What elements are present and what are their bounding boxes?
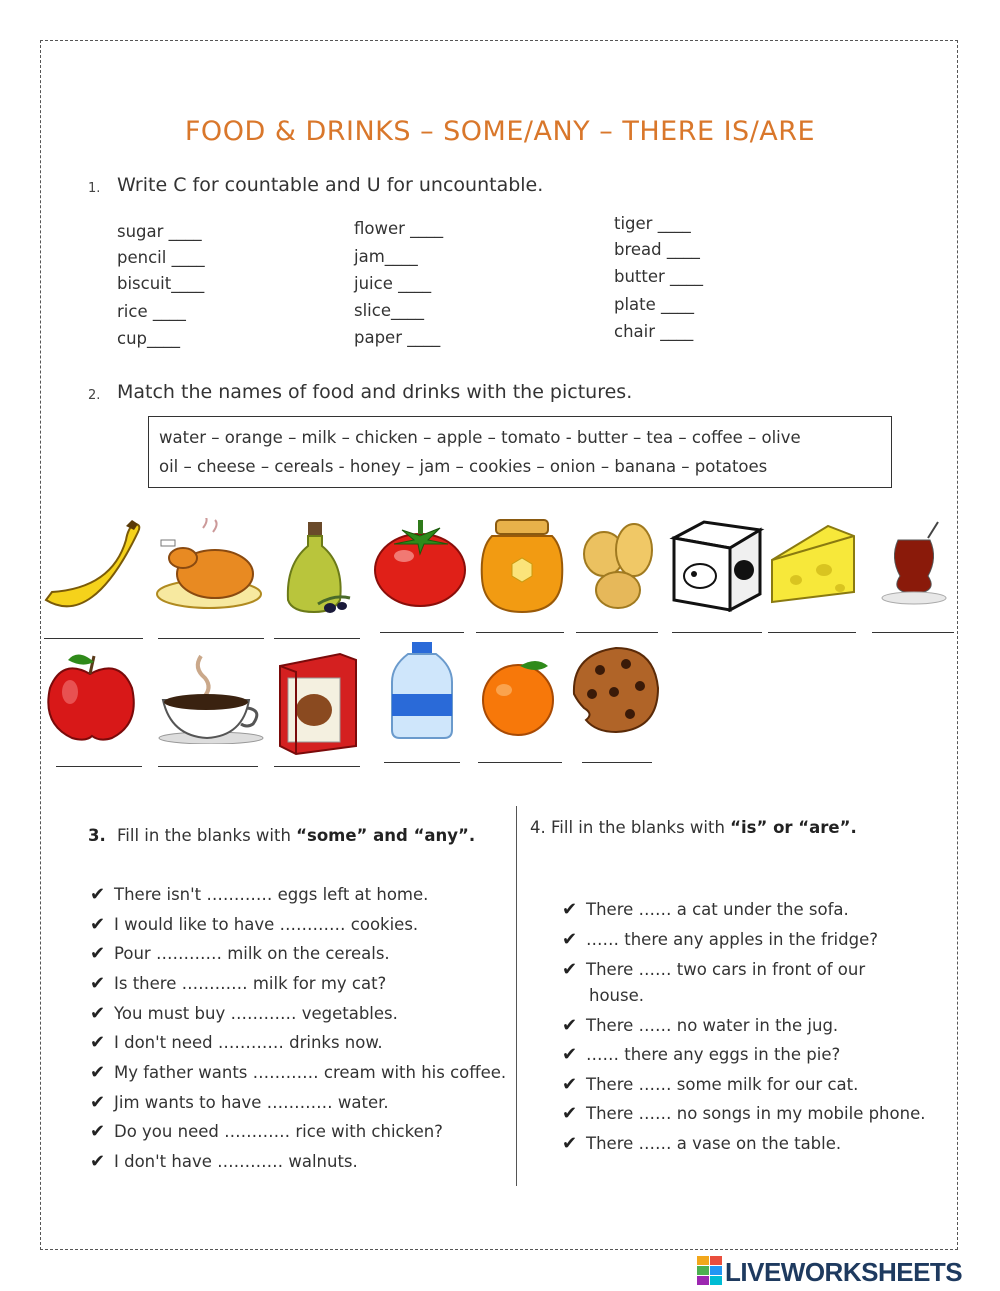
q4-sentence-text: There …… no water in the jug.: [586, 1016, 839, 1035]
potatoes-picture: [578, 520, 658, 612]
water-bottle-picture: [386, 640, 458, 740]
checkmark-icon: ✔: [90, 1032, 106, 1053]
q4-sentence[interactable]: [562, 1015, 838, 1036]
answer-line[interactable]: [274, 766, 360, 767]
answer-line[interactable]: [768, 632, 856, 633]
q4-instruction-text: Fill in the blanks with: [551, 818, 731, 837]
q1-number: 1.: [88, 181, 101, 196]
q3-sentence[interactable]: [90, 943, 390, 964]
q1-word[interactable]: tiger ____: [614, 214, 691, 233]
q3-sentence[interactable]: [90, 1151, 358, 1172]
liveworksheets-logo-icon: [697, 1256, 723, 1286]
checkmark-icon: ✔: [90, 914, 106, 935]
q3-sentence-text: Do you need ………… rice with chicken?: [114, 1122, 443, 1141]
checkmark-icon: ✔: [562, 929, 578, 950]
q3-sentence[interactable]: [90, 914, 418, 935]
q3-instruction-keywords: “some” and “any”.: [296, 826, 476, 845]
checkmark-icon: ✔: [90, 1151, 106, 1172]
worksheet-title: FOOD & DRINKS – SOME/ANY – THERE IS/ARE: [184, 116, 816, 147]
q3-sentence-text: Jim wants to have ………… water.: [114, 1093, 389, 1112]
q4-sentence-text: There …… a cat under the sofa.: [586, 900, 849, 919]
q3-sentence[interactable]: [90, 1121, 443, 1142]
checkmark-icon: ✔: [562, 1074, 578, 1095]
cheese-picture: [768, 520, 858, 606]
q4-sentence-text: There …… two cars in front of our: [586, 960, 866, 979]
q4-sentence-text: There …… a vase on the table.: [586, 1134, 842, 1153]
q3-instruction: [117, 826, 475, 845]
q1-word[interactable]: butter ____: [614, 267, 704, 286]
q4-sentence[interactable]: [562, 959, 865, 980]
checkmark-icon: ✔: [562, 1103, 578, 1124]
q4-number: 4.: [530, 818, 546, 837]
checkmark-icon: ✔: [562, 1015, 578, 1036]
q1-word[interactable]: sugar ____: [117, 222, 202, 241]
cookie-picture: [570, 644, 660, 736]
q4-sentence[interactable]: [562, 1074, 858, 1095]
word-bank-line: water – orange – milk – chicken – apple – tomato - butter – tea – coffee – olive: [159, 428, 801, 447]
q3-sentence[interactable]: [90, 973, 386, 994]
q3-sentence[interactable]: [90, 1092, 389, 1113]
q3-instruction-text: Fill in the blanks with: [117, 826, 297, 845]
q3-sentence-text: There isn't ………… eggs left at home.: [114, 885, 429, 904]
q3-sentence-text: I would like to have ………… cookies.: [114, 915, 419, 934]
apple-picture: [42, 648, 140, 742]
q3-sentence-text: I don't need ………… drinks now.: [114, 1033, 383, 1052]
tea-glass-picture: [878, 518, 950, 606]
q1-word[interactable]: rice ____: [117, 302, 186, 321]
q3-sentence-text: Is there ………… milk for my cat?: [114, 974, 387, 993]
q3-number: 3.: [88, 826, 106, 845]
q4-sentence[interactable]: [562, 1044, 840, 1065]
q1-instruction: Write C for countable and U for uncountable.: [117, 174, 544, 196]
q4-sentence[interactable]: [562, 929, 878, 950]
honey-picture: [478, 518, 566, 616]
checkmark-icon: ✔: [90, 1121, 106, 1142]
q1-word[interactable]: slice____: [354, 301, 424, 320]
answer-line[interactable]: [274, 638, 360, 639]
q1-word[interactable]: biscuit____: [117, 274, 205, 293]
answer-line[interactable]: [476, 632, 564, 633]
milk-carton-picture: [664, 518, 766, 612]
answer-line[interactable]: [158, 638, 264, 639]
answer-line[interactable]: [672, 632, 762, 633]
checkmark-icon: ✔: [562, 959, 578, 980]
answer-line[interactable]: [158, 766, 258, 767]
q1-word[interactable]: juice ____: [354, 274, 432, 293]
q3-sentence-text: My father wants ………… cream with his coffee.: [114, 1063, 507, 1082]
q3-sentence-text: You must buy ………… vegetables.: [114, 1004, 398, 1023]
q4-sentence[interactable]: [562, 1103, 925, 1124]
olive-oil-picture: [278, 520, 352, 616]
q1-word[interactable]: cup____: [117, 329, 181, 348]
q4-sentence[interactable]: [562, 1133, 841, 1154]
q1-word[interactable]: flower ____: [354, 219, 444, 238]
orange-picture: [478, 656, 560, 736]
q4-instruction-keywords: “is” or “are”.: [730, 818, 857, 837]
tomato-picture: [372, 516, 468, 608]
checkmark-icon: ✔: [90, 884, 106, 905]
column-divider: [516, 806, 517, 1186]
q1-word[interactable]: pencil ____: [117, 248, 205, 267]
coffee-cup-picture: [157, 654, 265, 744]
answer-line[interactable]: [44, 638, 143, 639]
chicken-picture: [153, 518, 265, 610]
checkmark-icon: ✔: [562, 1133, 578, 1154]
q4-sentence-text: …… there any apples in the fridge?: [586, 930, 878, 949]
q4-sentence-text: There …… some milk for our cat.: [586, 1075, 859, 1094]
cereals-box-picture: [276, 650, 358, 756]
q1-word[interactable]: chair ____: [614, 322, 694, 341]
liveworksheets-brand[interactable]: LIVEWORKSHEETS: [725, 1257, 963, 1287]
q1-word[interactable]: jam____: [354, 247, 418, 266]
word-bank: [148, 416, 892, 488]
q1-word[interactable]: bread ____: [614, 240, 700, 259]
q3-sentence-text: Pour ………… milk on the cereals.: [114, 944, 390, 963]
q3-sentence[interactable]: [90, 1062, 506, 1083]
q3-sentence[interactable]: [90, 884, 428, 905]
answer-line[interactable]: [872, 632, 954, 633]
answer-line[interactable]: [56, 766, 142, 767]
checkmark-icon: ✔: [562, 899, 578, 920]
checkmark-icon: ✔: [562, 1044, 578, 1065]
checkmark-icon: ✔: [90, 973, 106, 994]
q4-sentence[interactable]: [562, 899, 849, 920]
answer-line[interactable]: [582, 762, 652, 763]
q4-instruction: [530, 818, 857, 837]
q4-sentence-text: There …… no songs in my mobile phone.: [586, 1104, 926, 1123]
q1-word[interactable]: plate ____: [614, 295, 695, 314]
checkmark-icon: ✔: [90, 1062, 106, 1083]
word-bank-line: oil – cheese – cereals - honey – jam – cookies – onion – banana – potatoes: [159, 457, 768, 476]
answer-line[interactable]: [384, 762, 460, 763]
banana-picture: [42, 518, 142, 614]
answer-line[interactable]: [380, 632, 464, 633]
answer-line[interactable]: [576, 632, 658, 633]
answer-line[interactable]: [478, 762, 562, 763]
q2-instruction: Match the names of food and drinks with the pictures.: [117, 381, 633, 403]
q1-word[interactable]: paper ____: [354, 328, 441, 347]
q2-number: 2.: [88, 388, 101, 403]
q3-sentence[interactable]: [90, 1032, 383, 1053]
q3-sentence-text: I don't have ………… walnuts.: [114, 1152, 358, 1171]
checkmark-icon: ✔: [90, 1003, 106, 1024]
q3-sentence[interactable]: [90, 1003, 398, 1024]
q4-sentence-text: …… there any eggs in the pie?: [586, 1045, 841, 1064]
checkmark-icon: ✔: [90, 943, 106, 964]
checkmark-icon: ✔: [90, 1092, 106, 1113]
q4-sentence-continuation: house.: [589, 986, 645, 1005]
